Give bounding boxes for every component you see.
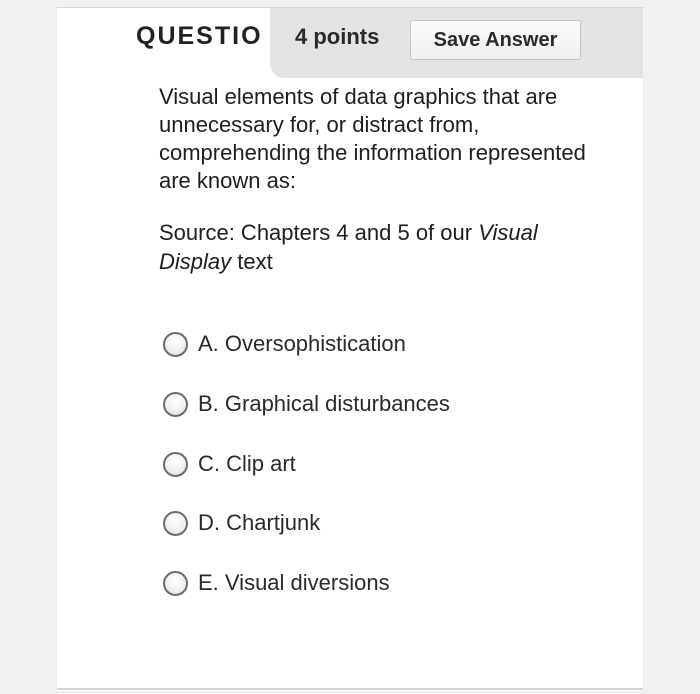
option-d-radio[interactable] — [163, 511, 188, 536]
option-d-label: D. Chartjunk — [198, 510, 321, 535]
option-c-label: C. Clip art — [198, 451, 296, 476]
bottom-divider — [57, 688, 643, 690]
points-label: 4 points — [295, 24, 380, 49]
option-c[interactable] — [163, 448, 296, 480]
option-a[interactable] — [163, 328, 406, 360]
question-prompt: Visual elements of data graphics that are unnecessary for, or distract from, comprehending the information represented are known as: — [159, 84, 586, 193]
source-prefix: Source: Chapters 4 and 5 of our — [159, 220, 479, 245]
source-title: Visual Display — [159, 220, 538, 274]
option-e-label: E. Visual diversions — [198, 570, 390, 595]
source-suffix: text — [231, 249, 273, 274]
option-c-radio[interactable] — [163, 452, 188, 477]
option-b-radio[interactable] — [163, 392, 188, 417]
option-a-radio[interactable] — [163, 332, 188, 357]
save-answer-button[interactable]: Save Answer — [410, 20, 581, 60]
option-d[interactable] — [163, 507, 320, 539]
question-source — [159, 218, 599, 276]
question-title: QUESTIO — [136, 22, 263, 50]
option-e-radio[interactable] — [163, 571, 188, 596]
option-e[interactable] — [163, 567, 390, 599]
option-b[interactable] — [163, 388, 450, 420]
option-a-label: A. Oversophistication — [198, 331, 406, 356]
option-b-label: B. Graphical disturbances — [198, 391, 450, 416]
